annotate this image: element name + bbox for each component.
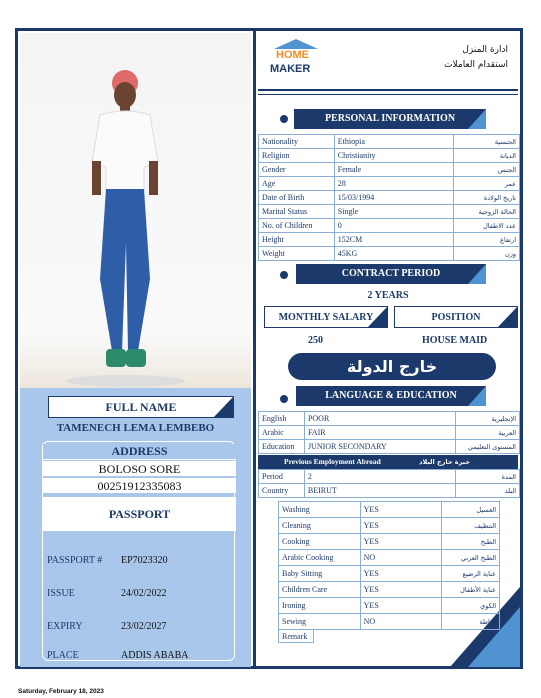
address-card — [42, 441, 235, 661]
skill-label-ar: الكوي — [442, 598, 500, 614]
skill-label: Cleaning — [279, 518, 361, 534]
language-value: POOR — [304, 412, 455, 426]
language-row — [259, 412, 520, 426]
passport-expiry-label: EXPIRY — [47, 621, 83, 632]
contract-period-header — [296, 264, 486, 284]
language-label-ar: الإنجليزية — [456, 412, 520, 426]
personal-info-title: PERSONAL INFORMATION — [324, 113, 456, 124]
skill-value: NO — [360, 614, 442, 630]
personal-value: 28 — [334, 177, 453, 191]
previous-employment-title-ar: خبرة خارج البلاد — [419, 458, 470, 466]
address-line-1: BOLOSO SORE — [43, 461, 236, 477]
candidate-fullname: TAMENECH LEMA LEMBEBO — [56, 422, 215, 434]
previous-employment-row — [259, 484, 520, 498]
personal-row — [259, 149, 520, 163]
personal-row — [259, 247, 520, 261]
passport-label: PASSPORT — [43, 497, 236, 531]
language-education-header — [296, 386, 486, 406]
skill-row — [279, 518, 500, 534]
language-value: FAIR — [304, 426, 455, 440]
skill-value: YES — [360, 534, 442, 550]
house-roof-icon — [274, 39, 318, 49]
language-label: English — [259, 412, 305, 426]
personal-value: Ethiopia — [334, 135, 453, 149]
language-label: Education — [259, 440, 305, 454]
skill-row — [279, 582, 500, 598]
monthly-salary-value: 250 — [308, 335, 323, 346]
address-phone: 00251912335083 — [43, 478, 236, 494]
skill-row — [279, 566, 500, 582]
right-column — [256, 31, 520, 667]
personal-label-ar: الحالة الزوجية — [454, 205, 520, 219]
logo-home-text: HOME — [276, 49, 309, 61]
previous-employment-table — [258, 469, 520, 498]
personal-label: Gender — [259, 163, 335, 177]
skill-label: Washing — [279, 502, 361, 518]
cv-frame — [15, 28, 523, 669]
personal-bullet-icon — [280, 115, 288, 123]
personal-value: Christianity — [334, 149, 453, 163]
personal-label: Nationality — [259, 135, 335, 149]
personal-value: Female — [334, 163, 453, 177]
personal-row — [259, 233, 520, 247]
previous-employment-label: Period — [259, 470, 305, 484]
personal-label-ar: عمر — [454, 177, 520, 191]
arabic-header-line-2: استقدام العاملات — [444, 60, 508, 70]
candidate-photo-illustration — [20, 33, 251, 388]
personal-label-ar: ارتفاع — [454, 233, 520, 247]
fullname-corner-triangle — [213, 397, 233, 418]
passport-place-value: ADDIS ABABA — [121, 650, 189, 661]
personal-label: Religion — [259, 149, 335, 163]
position-corner-triangle — [497, 307, 517, 328]
contract-period-title: CONTRACT PERIOD — [341, 268, 441, 279]
print-date: Saturday, February 18, 2023 — [18, 688, 104, 695]
passport-issue-label: ISSUE — [47, 588, 75, 599]
personal-label: Height — [259, 233, 335, 247]
position-box — [394, 306, 518, 328]
personal-corner-triangle — [468, 109, 486, 129]
previous-employment-label-ar: البلد — [456, 484, 520, 498]
personal-info-header — [294, 109, 486, 129]
personal-row — [259, 219, 520, 233]
skill-row — [279, 550, 500, 566]
contract-years: 2 YEARS — [367, 290, 409, 301]
previous-employment-title: Previous Employment Abroad — [284, 457, 381, 466]
personal-value: 0 — [334, 219, 453, 233]
passport-place-label: PLACE — [47, 650, 79, 661]
skill-label: Children Care — [279, 582, 361, 598]
skill-label: Sewing — [279, 614, 361, 630]
personal-row — [259, 135, 520, 149]
language-label-ar: المستوى التعليمي — [456, 440, 520, 454]
language-value: JUNIOR SECONDARY — [304, 440, 455, 454]
personal-label: Age — [259, 177, 335, 191]
personal-info-table — [258, 134, 520, 261]
skill-label: Cooking — [279, 534, 361, 550]
language-table — [258, 411, 520, 454]
personal-row — [259, 163, 520, 177]
personal-label: Weight — [259, 247, 335, 261]
remark-label: Remark — [278, 629, 314, 643]
personal-label: Date of Birth — [259, 191, 335, 205]
monthly-salary-box — [264, 306, 388, 328]
skill-label-ar: خياطة — [442, 614, 500, 630]
personal-label-ar: الجنس — [454, 163, 520, 177]
header-rule-2 — [258, 94, 518, 95]
skill-value: YES — [360, 518, 442, 534]
position-label: POSITION — [431, 312, 481, 323]
personal-label-ar: تاريخ الولادة — [454, 191, 520, 205]
skill-label-ar: الطبخ العربي — [442, 550, 500, 566]
fullname-label-box — [48, 396, 234, 418]
passport-issue-value: 24/02/2022 — [121, 588, 167, 599]
personal-row — [259, 205, 520, 219]
passport-row-number — [45, 547, 234, 575]
contract-bullet-icon — [280, 271, 288, 279]
skills-table — [278, 501, 500, 630]
left-info-panel — [20, 388, 251, 667]
passport-number-label: PASSPORT # — [47, 555, 103, 566]
previous-employment-row — [259, 470, 520, 484]
previous-employment-label: Country — [259, 484, 305, 498]
personal-value: 152CM — [334, 233, 453, 247]
candidate-photo — [20, 33, 251, 388]
salary-corner-triangle — [367, 307, 387, 328]
logo-maker-text: MAKER — [270, 63, 311, 75]
arabic-header — [444, 43, 508, 73]
skill-label-ar: الغسيل — [442, 502, 500, 518]
personal-value: 45KG — [334, 247, 453, 261]
fullname-label: FULL NAME — [105, 400, 177, 414]
skill-value: YES — [360, 502, 442, 518]
abroad-banner: خارج الدولة — [288, 353, 496, 380]
language-row — [259, 426, 520, 440]
personal-label-ar: عدد الاطفال — [454, 219, 520, 233]
skill-value: YES — [360, 566, 442, 582]
monthly-salary-label: MONTHLY SALARY — [278, 312, 374, 323]
passport-row-expiry — [45, 613, 234, 641]
skill-label: Baby Sitting — [279, 566, 361, 582]
skill-label: Ironing — [279, 598, 361, 614]
previous-employment-label-ar: المدة — [456, 470, 520, 484]
language-education-title: LANGUAGE & EDUCATION — [325, 390, 457, 401]
personal-label-ar: الجنسية — [454, 135, 520, 149]
language-label-ar: العربية — [456, 426, 520, 440]
skill-label-ar: التنظيف — [442, 518, 500, 534]
skill-row — [279, 598, 500, 614]
previous-employment-value: BEIRUT — [304, 484, 455, 498]
arabic-header-line-1: ادارة المنزل — [462, 45, 508, 55]
personal-row — [259, 191, 520, 205]
personal-value: 15/03/1994 — [334, 191, 453, 205]
passport-row-place — [45, 642, 234, 670]
passport-number-value: EP7023320 — [121, 555, 168, 566]
skill-value: NO — [360, 550, 442, 566]
personal-label-ar: الديانة — [454, 149, 520, 163]
skill-label-ar: الطبخ — [442, 534, 500, 550]
skill-label: Arabic Cooking — [279, 550, 361, 566]
skill-row — [279, 502, 500, 518]
skill-label-ar: عناية الرضيع — [442, 566, 500, 582]
language-row — [259, 440, 520, 454]
skill-value: YES — [360, 598, 442, 614]
language-corner-triangle — [468, 386, 486, 406]
language-bullet-icon — [280, 395, 288, 403]
skill-row — [279, 534, 500, 550]
address-label: ADDRESS — [43, 444, 236, 460]
personal-row — [259, 177, 520, 191]
skill-value: YES — [360, 582, 442, 598]
personal-label: No. of Children — [259, 219, 335, 233]
skill-label-ar: عناية الأطفال — [442, 582, 500, 598]
position-value: HOUSE MAID — [422, 335, 488, 346]
skill-row — [279, 614, 500, 630]
personal-label: Marital Status — [259, 205, 335, 219]
previous-employment-value: 2 — [304, 470, 455, 484]
home-maker-logo — [268, 39, 318, 83]
passport-expiry-value: 23/02/2027 — [121, 621, 167, 632]
contract-corner-triangle — [468, 264, 486, 284]
passport-row-issue — [45, 580, 234, 608]
language-label: Arabic — [259, 426, 305, 440]
personal-label-ar: وزن — [454, 247, 520, 261]
header-rule-1 — [258, 89, 518, 91]
personal-value: Single — [334, 205, 453, 219]
previous-employment-header — [258, 455, 518, 469]
